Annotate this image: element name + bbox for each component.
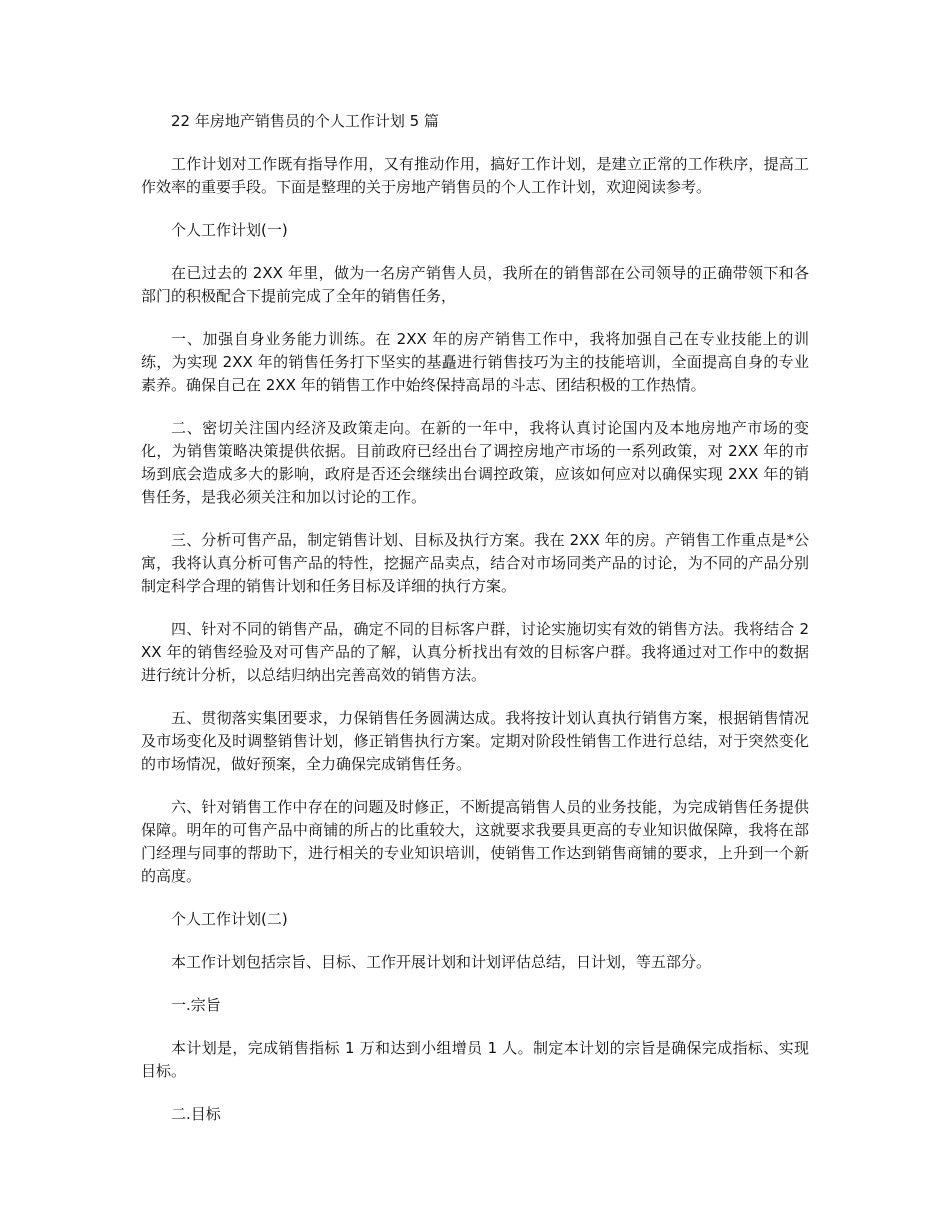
paragraph: 三、分析可售产品，制定销售计划、目标及执行方案。我在 2XX 年的房。产销售工作重点是*公寓，我将认真分析可售产品的特性，挖掘产品卖点，结合对市场同类产品的讨论，为不同的产品分别制定科学合理的销售计划和任务目标及详细的执行方案。 xyxy=(141,531,809,595)
subheading-goal: 二.目标 xyxy=(171,1105,221,1123)
document-title: 22 年房地产销售员的个人工作计划 5 篇 xyxy=(171,112,439,130)
paragraph: 五、贯彻落实集团要求，力保销售任务圆满达成。我将按计划认真执行销售方案，根据销售情况及市场变化及时调整销售计划，修正销售执行方案。定期对阶段性销售工作进行总结，对于突然变化的市场情况，做好预案，全力确保完成销售任务。 xyxy=(141,709,809,773)
paragraph: 六、针对销售工作中存在的问题及时修正，不断提高销售人员的业务技能，为完成销售任务提供保障。明年的可售产品中商铺的所占的比重较大，这就要求我要具更高的专业知识做保障，我将在部门经理与同事的帮助下，进行相关的专业知识培训，使销售工作达到销售商铺的要求，上升到一个新的高度。 xyxy=(141,798,809,885)
paragraph: 四、针对不同的销售产品，确定不同的目标客户群，讨论实施切实有效的销售方法。我将结合 2XX 年的销售经验及对可售产品的了解，认真分析找出有效的目标客户群。我将通过对工作中的数据进行统计分析，以总结归纳出完善高效的销售方法。 xyxy=(141,620,809,684)
subheading-purpose: 一.宗旨 xyxy=(171,996,221,1014)
intro-paragraph: 工作计划对工作既有指导作用，又有推动作用，搞好工作计划，是建立正常的工作秩序，提高工作效率的重要手段。下面是整理的关于房地产销售员的个人工作计划，欢迎阅读参考。 xyxy=(141,155,809,196)
paragraph: 一、加强自身业务能力训练。在 2XX 年的房产销售工作中，我将加强自己在专业技能上的训练，为实现 2XX 年的销售任务打下坚实的基矗进行销售技巧为主的技能培训，全面提高自身的专业素养。确保自己在 2XX 年的销售工作中始终保持高昂的斗志、团结积极的工作热情。 xyxy=(141,330,809,394)
paragraph: 二、密切关注国内经济及政策走向。在新的一年中，我将认真讨论国内及本地房地产市场的变化，为销售策略决策提供依据。目前政府已经出台了调控房地产市场的一系列政策，对 2XX 年的市场到底会造成多大的影响，政府是否还会继续出台调控政策，应该如何应对以确保实现 2XX 年的销售任务，是我必须关注和加以讨论的工作。 xyxy=(141,419,809,506)
paragraph: 在已过去的 2XX 年里，做为一名房产销售人员，我所在的销售部在公司领导的正确带领下和各部门的积极配合下提前完成了全年的销售任务， xyxy=(141,264,809,305)
paragraph: 本计划是，完成销售指标 1 万和达到小组增员 1 人。制定本计划的宗旨是确保完成指标、实现目标。 xyxy=(141,1039,809,1080)
section-heading-plan-2: 个人工作计划(二) xyxy=(171,910,288,928)
paragraph: 本工作计划包括宗旨、目标、工作开展计划和计划评估总结，日计划，等五部分。 xyxy=(171,953,712,971)
section-heading-plan-1: 个人工作计划(一) xyxy=(171,221,288,239)
document-body xyxy=(141,110,809,1146)
